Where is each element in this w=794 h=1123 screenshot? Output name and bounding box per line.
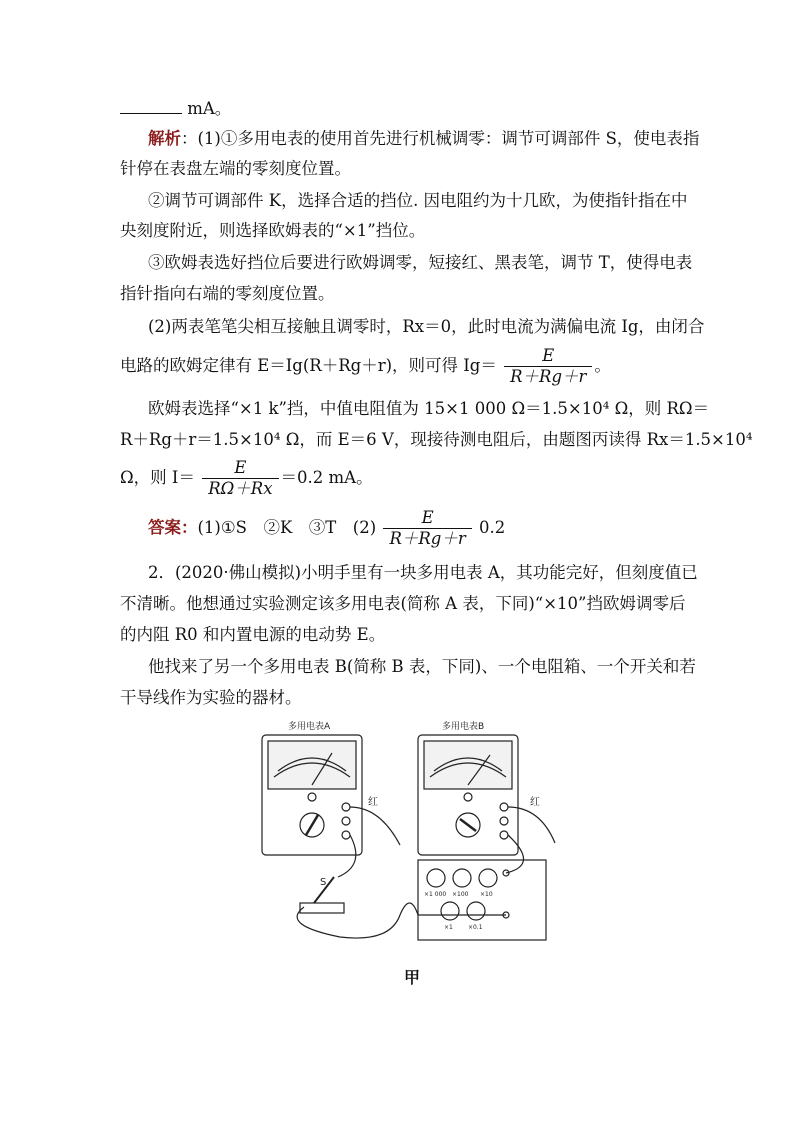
question-2-line-1: 2．(2020·佛山模拟)小明手里有一块多用电表 A，其功能完好，但刻度值已: [148, 563, 698, 582]
answer-line: 答案：(1)①S ②K ③T (2) $\frac{E}{R+Rg+r}$ 0.2: [148, 508, 506, 548]
answer-blank: [120, 99, 182, 114]
analysis-line-3: ②调节可调部件 K，选择合适的挡位. 因电阻约为十几欧，为使指针指在中: [148, 191, 688, 210]
question-2-line-4: 他找来了另一个多用电表 B(简称 B 表，下同)、一个电阻箱、一个开关和若: [148, 657, 696, 676]
question-2-line-3: 的内阻 R0 和内置电源的电动势 E。: [120, 625, 386, 644]
meter-a-terminal-1: [342, 803, 350, 811]
meter-a-title: 多用电表A: [288, 722, 331, 732]
fraction-answer: $\frac{E}{R+Rg+r}$: [383, 508, 471, 549]
answer-label: 答案：: [148, 518, 198, 537]
analysis-line-6: 指针指向右端的零刻度位置。: [120, 284, 335, 303]
box-label-01: ×0.1: [468, 924, 483, 931]
meter-b-zero-screw: [464, 793, 472, 801]
question-2-line-2: 不清晰。他想通过实验测定该多用电表(简称 A 表，下同)“×10”挡欧姆调零后: [120, 594, 686, 613]
analysis-line-10: R＋Rg＋r＝1.5×10⁴ Ω，而 E＝6 V，现接待测电阻后，由题图丙读得 Rx＝1.5×10⁴: [120, 430, 753, 449]
switch-label: S: [320, 877, 327, 888]
wire-a-to-probe: [350, 807, 400, 845]
analysis-line-11: Ω，则 I＝ $\frac{E}{R\Omega+Rx}$ ＝0.2 mA。: [120, 458, 373, 498]
analysis-line-8: 电路的欧姆定律有 E＝Ig(R＋Rg＋r)，则可得 Ig＝ $\frac{E}{R+Rg+r}$ 。: [120, 346, 611, 386]
meter-b-dial: [424, 741, 512, 789]
figure-caption: 甲: [404, 968, 421, 987]
box-label-1: ×1: [444, 924, 453, 931]
analysis-line-5: ③欧姆表选好挡位后要进行欧姆调零，短接红、黑表笔，调节 T，使得电表: [148, 253, 693, 272]
circuit-figure: [250, 715, 570, 955]
wire-a-to-switch: [338, 835, 356, 877]
red-probe-label-a: 红: [368, 797, 378, 808]
box-label-100: ×100: [452, 891, 469, 898]
box-label-1000: ×1 000: [424, 891, 447, 898]
answer-blank-line: mA。: [120, 96, 680, 122]
meter-a-terminal-3: [342, 831, 350, 839]
wire-b-to-box: [506, 835, 524, 873]
analysis-line-1: 解析：(1)①多用电表的使用首先进行机械调零：调节可调部件 S，使电表指: [148, 129, 700, 148]
analysis-label: 解析: [148, 129, 181, 148]
fraction-ig: $\frac{E}{R+Rg+r}$: [504, 346, 592, 387]
meter-b-title: 多用电表B: [442, 722, 485, 732]
analysis-line-2: 针停在表盘左端的零刻度位置。: [120, 159, 351, 178]
meter-a-terminal-2: [342, 817, 350, 825]
meter-b-terminal-2: [500, 817, 508, 825]
box-label-10: ×10: [480, 891, 493, 898]
analysis-line-7: (2)两表笔笔尖相互接触且调零时，Rx＝0，此时电流为满偏电流 Ig，由闭合: [148, 317, 705, 336]
wire-switch-to-box: [297, 903, 506, 938]
wire-b-to-probe: [508, 807, 555, 843]
meter-a-dial: [268, 741, 356, 789]
switch-base: [300, 903, 344, 913]
meter-b-terminal-3: [500, 831, 508, 839]
analysis-line-4: 央刻度附近，则选择欧姆表的“×1”挡位。: [120, 221, 426, 240]
fraction-current: $\frac{E}{R\Omega+Rx}$: [202, 458, 278, 499]
red-probe-label-b: 红: [530, 797, 540, 808]
meter-b-terminal-1: [500, 803, 508, 811]
question-2-line-5: 干导线作为实验的器材。: [120, 688, 302, 707]
meter-a-zero-screw: [308, 793, 316, 801]
analysis-line-9: 欧姆表选择“×1 k”挡，中值电阻值为 15×1 000 Ω＝1.5×10⁴ Ω，则 RΩ＝: [148, 399, 710, 418]
